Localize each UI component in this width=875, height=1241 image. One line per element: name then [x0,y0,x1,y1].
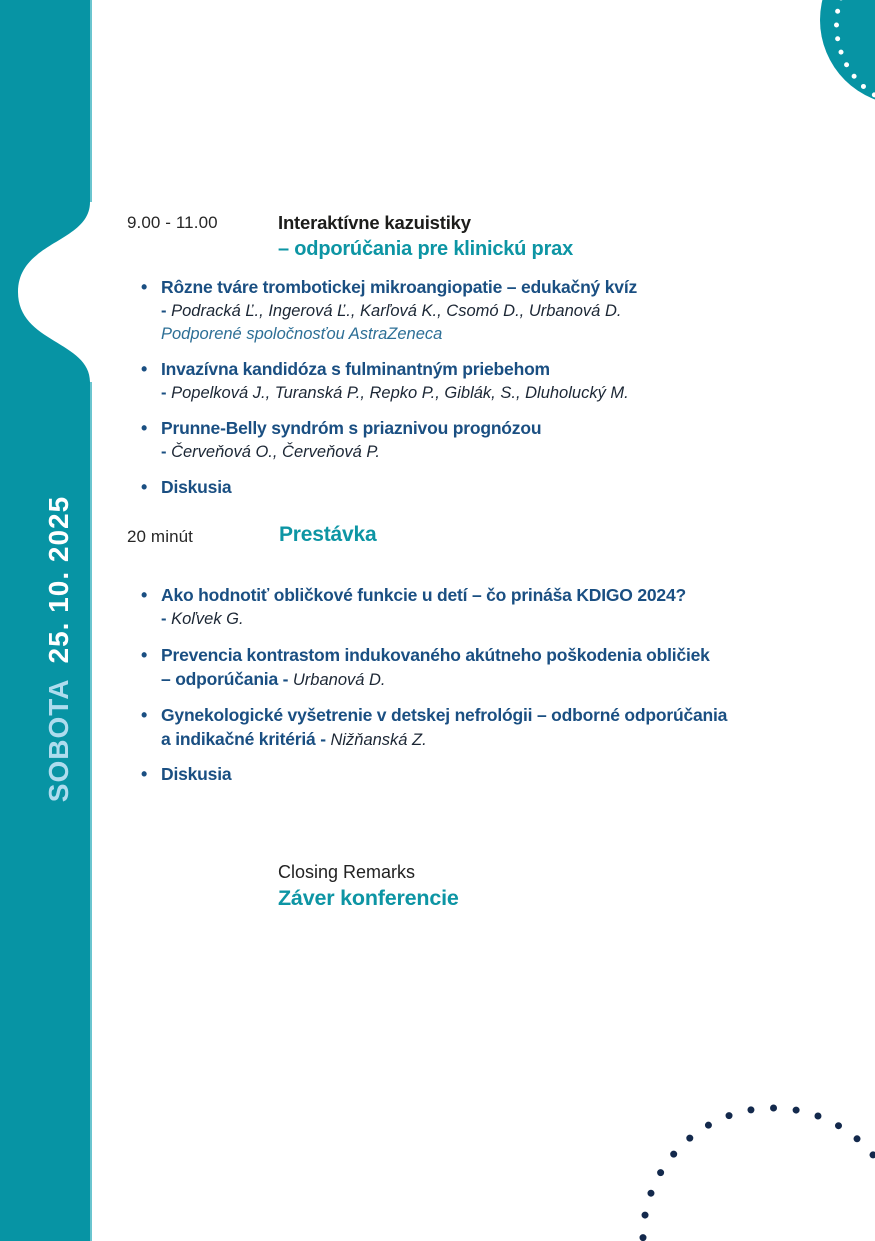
dash: - [161,442,167,461]
item-authors [161,382,821,406]
item-title: • Diskusia [161,764,232,784]
sponsor-note: Podporené spoločnosťou AstraZeneca [161,325,443,343]
item-authors [161,300,821,324]
author-names: Nižňanská Z. [330,730,427,749]
session-heading [278,210,573,262]
break-time: 20 minút [127,527,194,546]
author-names: Červeňová O., Červeňová P. [171,442,380,461]
dash: - [161,383,167,402]
dotted-circle-decoration [615,1076,875,1241]
session-time: 9.00 - 11.00 [127,213,218,232]
item-title: • Diskusia [161,477,232,497]
date-label: 25. 10. 2025 [43,495,74,664]
corner-circle-decoration [740,0,875,140]
title-continuation: – odporúčania - [161,668,289,689]
item-title-continuation [161,668,821,693]
title-continuation: a indikačné kritériá - [161,728,326,749]
item-title: • Gynekologické vyšetrenie v detskej nefrológii – odborné odporúčania [161,705,728,725]
author-names: Urbanová D. [292,670,386,689]
item-title: • Prunne-Belly syndróm s priaznivou prognózou [161,418,542,438]
list-item [161,763,821,787]
session-title: Interaktívne kazuistiky [278,212,471,233]
item-title: • Rôzne tváre trombotickej mikroangiopatie – edukačný kvíz [161,277,638,297]
day-label: SOBOTA [43,678,74,803]
closing-label: Closing Remarks [278,862,416,882]
session-subtitle: – odporúčania pre klinickú prax [278,238,574,260]
item-title: • Ako hodnotiť obličkové funkcie u detí – čo prináša KDIGO 2024? [161,585,686,605]
list-item [161,704,821,752]
list-item [161,358,821,405]
closing-title: Záver konferencie [278,886,459,910]
list-item [161,276,821,347]
list-item [161,584,821,631]
item-authors [161,608,821,632]
item-title: • Invazívna kandidóza s fulminantným priebehom [161,359,550,379]
list-item [161,476,821,500]
item-title-continuation [161,728,821,753]
list-item [161,644,821,692]
item-title: • Prevencia kontrastom indukovaného akútneho poškodenia obličiek [161,645,710,665]
author-names: Popelková J., Turanská P., Repko P., Giblák, S., Dluholucký M. [171,383,629,402]
author-names: Koľvek G. [171,609,244,628]
dash: - [161,301,167,320]
dash: - [161,609,167,628]
author-names: Podracká Ľ., Ingerová Ľ., Karľová K., Csomó D., Urbanová D. [171,301,622,320]
list-item [161,417,821,464]
closing-block [278,859,459,912]
item-authors [161,441,821,465]
sidebar-date [43,496,75,802]
break-title: Prestávka [279,523,377,546]
